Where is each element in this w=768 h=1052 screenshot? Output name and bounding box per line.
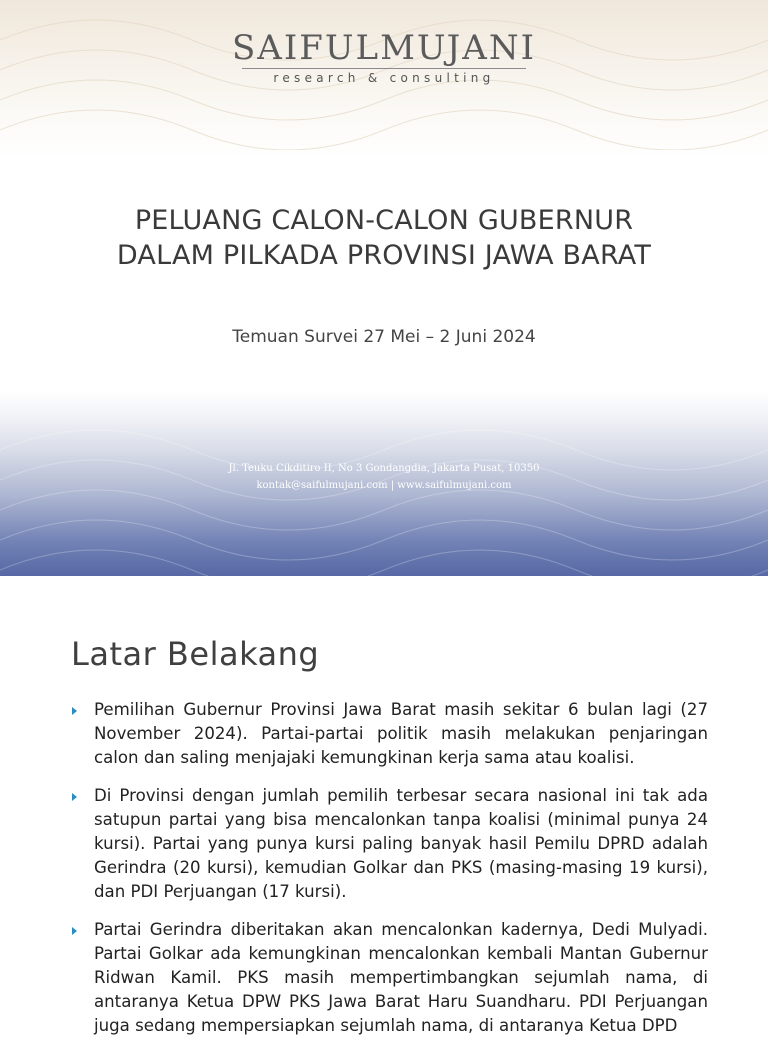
contact-address — [0, 460, 768, 494]
background-slide — [0, 576, 768, 1035]
list-item — [72, 784, 708, 904]
brand-logo — [0, 28, 768, 85]
address-line: Jl. Teuku Cikditiro II, No 3 Gondangdia, Jakarta Pusat, 10350 — [228, 463, 540, 474]
triangle-bullet-icon — [72, 793, 77, 801]
cover-title — [0, 203, 768, 273]
triangle-bullet-icon — [72, 927, 77, 935]
slide-heading: Latar Belakang — [71, 635, 320, 673]
brand-name: SAIFULMUJANI — [231, 28, 537, 68]
bullet-list — [72, 698, 708, 1052]
cover-title-line-1: PELUANG CALON-CALON GUBERNUR — [134, 205, 634, 236]
bullet-text: Pemilihan Gubernur Provinsi Jawa Barat masih sekitar 6 bulan lagi (27 November 2024). Partai-partai politik masih melakukan penjaringan calon dan saling menjajaki kemungkinan kerja sama atau koalisi. — [94, 700, 708, 767]
cover-title-line-2: DALAM PILKADA PROVINSI JAWA BARAT — [116, 240, 652, 271]
cover-subtitle: Temuan Survei 27 Mei – 2 Juni 2024 — [232, 327, 536, 347]
list-item — [72, 918, 708, 1038]
brand-divider — [242, 68, 526, 69]
contact-line: kontak@saifulmujani.com | www.saifulmujani.com — [256, 480, 512, 491]
brand-tagline: research & consulting — [273, 71, 495, 85]
bullet-text: Partai Gerindra diberitakan akan mencalonkan kadernya, Dedi Mulyadi. Partai Golkar ada kemungkinan mencalonkan kembali Mantan Gubernur Ridwan Kamil. PKS masih mempertimbangkan sejumlah nama, di antaranya Ketua DPW PKS Jawa Barat Haru Suandharu. PDI Perjuangan juga sedang mempersiapkan sejumlah nama, di antaranya Ketua DPD — [94, 920, 708, 1035]
bullet-text: Di Provinsi dengan jumlah pemilih terbesar secara nasional ini tak ada satupun partai yang bisa mencalonkan tanpa koalisi (minimal punya 24 kursi). Partai yang punya kursi paling banyak hasil Pemilu DPRD adalah Gerindra (20 kursi), kemudian Golkar dan PKS (masing-masing 19 kursi), dan PDI Perjuangan (17 kursi). — [94, 786, 708, 901]
bottom-pattern-decoration — [0, 420, 768, 576]
list-item — [72, 698, 708, 770]
triangle-bullet-icon — [72, 707, 77, 715]
